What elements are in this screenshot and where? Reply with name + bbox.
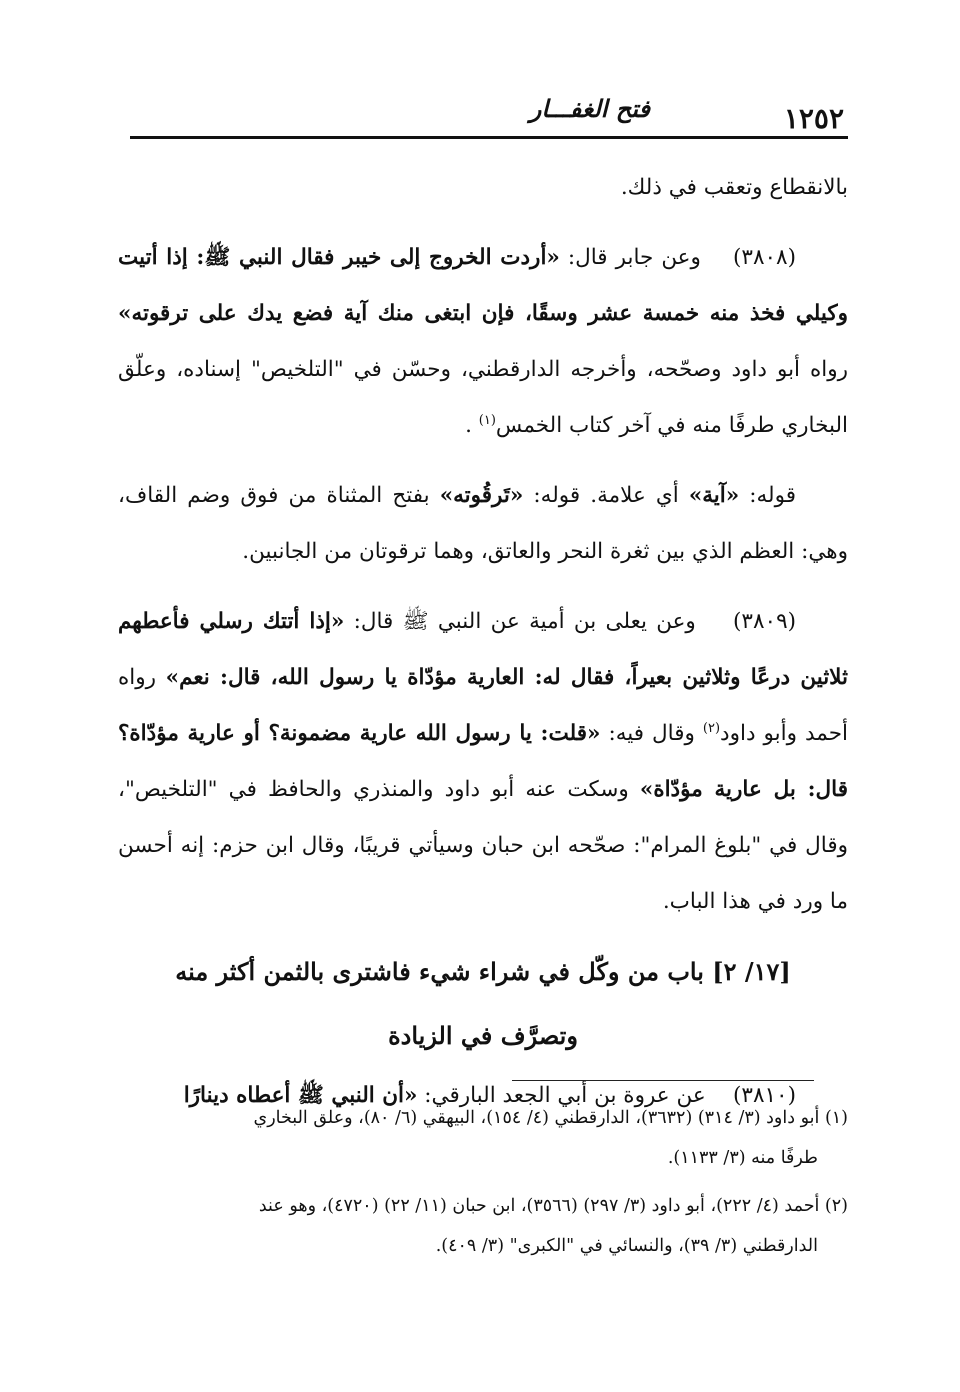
continuation-line: بالانقطاع وتعقب في ذلك. — [620, 175, 848, 200]
header-rule — [130, 136, 848, 139]
gloss-word: «تَرقُوته» — [439, 483, 524, 508]
running-title: فتح الغفـــار — [529, 94, 650, 123]
gloss-paragraph — [118, 468, 848, 580]
chapter-heading — [118, 940, 848, 1068]
footnote-line: طرفًا منه (٣/ ١١٣٣). — [667, 1148, 818, 1168]
footnote-separator — [512, 1080, 814, 1081]
hadith-3809 — [118, 594, 848, 930]
hadith-commentary: وسكت عنه أبو داود والمنذري والحافظ في "التلخيص"، وقال في "بلوغ المرام": صحّحه ابن حبان وسيأتي قريبًا، وقال ابن حزم: إنه أحسن ما ورد في هذا الباب. — [118, 777, 848, 914]
hadith-intro: وعن يعلى بن أمية عن النبي ﷺ قال: — [344, 609, 696, 634]
chapter-heading-line: وتصرَّف في الزيادة — [388, 1021, 578, 1050]
page-header — [130, 92, 848, 142]
page-number: ١٢٥٢ — [783, 102, 844, 135]
footnote-line: (١) أبو داود (٣/ ٣١٤) (٣٦٣٢)، الدارقطني (٤/ ١٥٤)، البيهقي (٦/ ٨٠)، وعلق البخاري — [253, 1108, 848, 1128]
gloss-text: أي علامة. قوله: — [523, 483, 689, 508]
gloss-text: قوله: — [739, 483, 796, 508]
gloss-text: بفتح المثناة من فوق وضم القاف، وهي: العظم الذي بين ثغرة النحر والعاتق، وهما ترقوتان من الجانبين. — [118, 483, 848, 564]
gloss-word: «آية» — [688, 483, 740, 508]
chapter-heading-line: [١٧/ ٢] باب من وكّل في شراء شيء فاشترى بالثمن أكثر منه — [175, 957, 791, 986]
footnote-line: (٢) أحمد (٤/ ٢٢٢)، أبو داود (٣/ ٢٩٧) (٣٥٦٦)، ابن حبان (١١/ ٢٢) (٤٧٢٠)، وهو عند — [258, 1196, 848, 1216]
hadith-commentary: وقال فيه: — [600, 721, 703, 746]
footnote-1 — [118, 1098, 848, 1178]
hadith-number: (٣٨١٠) — [733, 1083, 796, 1108]
footnote-line: الدارقطني (٣/ ٣٩)، والنسائي في "الكبرى" (٣/ ٤٠٩). — [435, 1236, 818, 1256]
footnote-ref-1[interactable]: (١) — [478, 412, 496, 428]
hadith-quote: «أردت الخروج إلى خيبر فقال النبي ﷺ: إذا أتيت وكيلي فخذ منه خمسة عشر وسقًا، فإن ابتغى منك آية فضع يدك على ترقوته» — [118, 245, 848, 326]
main-text — [118, 160, 848, 1124]
hadith-quote: «قلت: يا رسول الله عارية مضمونة؟ أو عارية مؤدّاة؟ قال: بل عارية مؤدّاة» — [118, 721, 848, 802]
hadith-quote: «أن النبي ﷺ أعطاه دينارًا — [183, 1083, 418, 1108]
footnotes — [118, 1098, 848, 1274]
hadith-intro: عن عروة بن أبي الجعد البارقي: — [417, 1083, 706, 1108]
footnote-ref-2[interactable]: (٢) — [702, 720, 721, 736]
hadith-end: . — [465, 413, 479, 438]
footnote-2 — [118, 1186, 848, 1266]
hadith-commentary: رواه أبو داود وصحّحه، وأخرجه الدارقطني، وحسّن في "التلخيص" إسناده، وعلّق البخاري طرفًا منه في آخر كتاب الخمس — [118, 357, 848, 438]
hadith-commentary: رواه أحمد وأبو داود — [118, 665, 849, 746]
hadith-number: (٣٨٠٩) — [733, 609, 797, 634]
hadith-3808 — [118, 230, 848, 454]
hadith-intro: وعن جابر قال: — [559, 245, 701, 270]
hadith-quote: «إذا أتتك رسلي فأعطهم ثلاثين درعًا وثلاثين بعيراً، فقال له: العارية مؤدّاة يا رسول الله، قال: نعم» — [118, 609, 848, 690]
hadith-number: (٣٨٠٨) — [733, 245, 796, 270]
